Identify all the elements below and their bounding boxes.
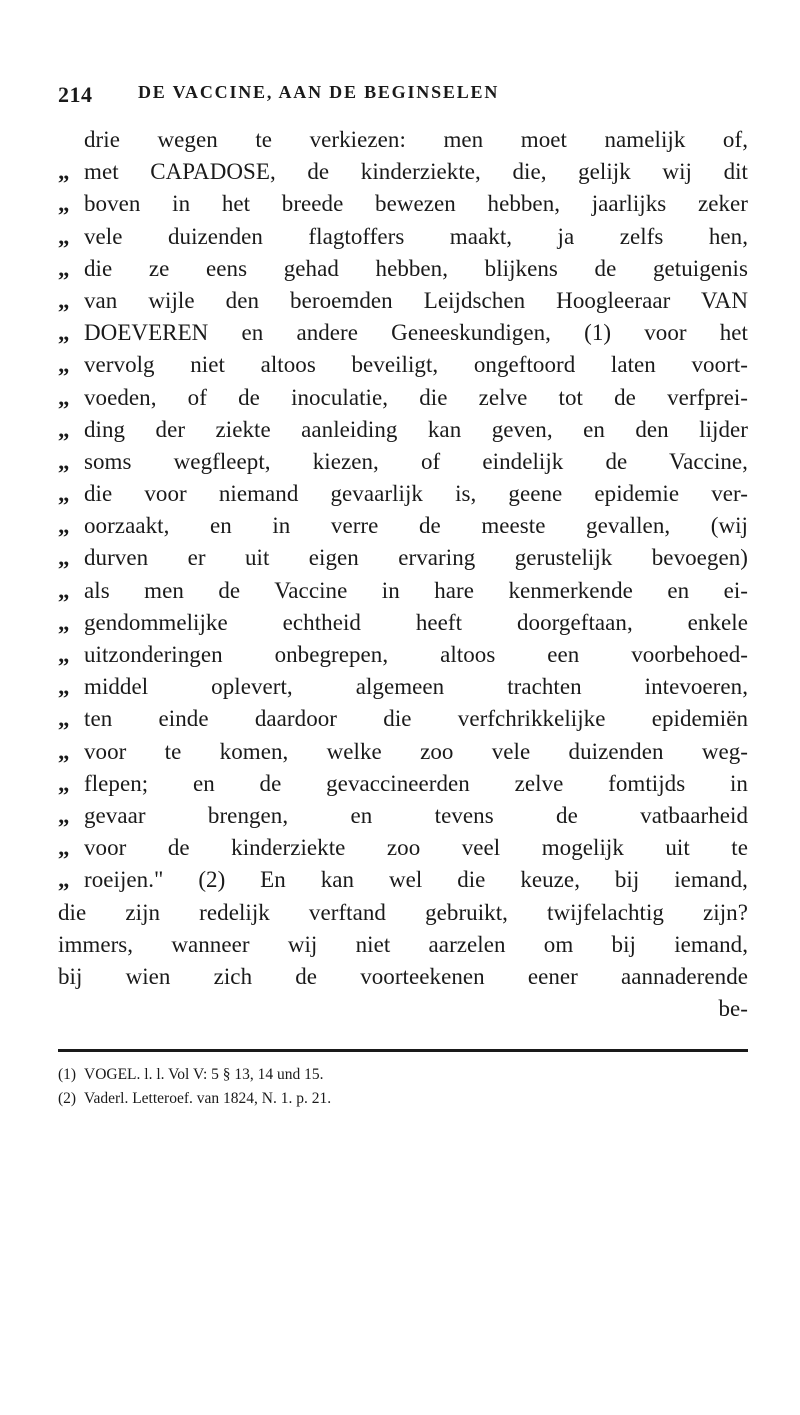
text-line — [58, 349, 748, 381]
quote-mark: „ — [58, 609, 70, 635]
line-text: voeden, of de inoculatie, die zelve tot de verfprei- — [84, 384, 748, 410]
text-line — [58, 317, 748, 349]
text-line — [58, 221, 748, 253]
text-line — [58, 832, 748, 864]
text-line — [58, 188, 748, 220]
text-line — [58, 929, 748, 961]
line-text: boven in het breede bewezen hebben, jaarlijks zeker — [84, 191, 748, 217]
text-line — [58, 864, 748, 896]
quote-mark: „ — [58, 191, 70, 217]
footnote — [58, 1087, 748, 1111]
line-text: roeijen." (2) En kan wel die keuze, bij iemand, — [84, 867, 748, 893]
footnote-rule — [58, 1049, 748, 1052]
line-text: gendommelijke echtheid heeft doorgeftaan, enkele — [84, 609, 748, 635]
quote-mark: „ — [58, 287, 70, 313]
text-line — [58, 414, 748, 446]
footnotes — [58, 1063, 748, 1111]
quote-mark: „ — [58, 320, 70, 346]
body-text — [58, 124, 748, 1025]
line-text: immers, wanneer wij niet aarzelen om bij iemand, — [58, 931, 748, 957]
quote-mark: „ — [58, 352, 70, 378]
text-line — [58, 703, 748, 735]
text-line — [58, 768, 748, 800]
line-text: als men de Vaccine in hare kenmerkende en ei- — [84, 577, 748, 603]
quote-mark: „ — [58, 416, 70, 442]
quote-mark: „ — [58, 738, 70, 764]
line-text: oorzaakt, en in verre de meeste gevallen, (wij — [84, 513, 748, 539]
page-header — [58, 82, 748, 112]
quote-mark: „ — [58, 384, 70, 410]
line-text: ten einde daardoor die verfchrikkelijke epidemiën — [84, 706, 748, 732]
text-line — [58, 607, 748, 639]
quote-mark: „ — [58, 513, 70, 539]
text-line — [58, 382, 748, 414]
quote-mark: „ — [58, 867, 70, 893]
running-head: DE VACCINE, AAN DE BEGINSELEN — [138, 82, 500, 102]
line-text: voor te komen, welke zoo vele duizenden weg- — [84, 738, 748, 764]
quote-mark: „ — [58, 545, 70, 571]
line-text: voor de kinderziekte zoo veel mogelijk uit te — [84, 835, 748, 861]
quote-mark: „ — [58, 223, 70, 249]
footnote-text: VOGEL. l. l. Vol V: 5 § 13, 14 und 15. — [84, 1066, 324, 1083]
quote-mark: „ — [58, 255, 70, 281]
footnote — [58, 1063, 748, 1087]
text-line — [58, 253, 748, 285]
quote-mark: „ — [58, 770, 70, 796]
quote-mark: „ — [58, 674, 70, 700]
line-text: die zijn redelijk verftand gebruikt, twijfelachtig zijn? — [58, 899, 748, 925]
line-text: vele duizenden flagtoffers maakt, ja zelfs hen, — [84, 223, 748, 249]
line-text: durven er uit eigen ervaring gerustelijk bevoegen) — [84, 545, 748, 571]
text-line — [58, 285, 748, 317]
quote-mark: „ — [58, 802, 70, 828]
text-line — [58, 639, 748, 671]
text-line — [58, 671, 748, 703]
text-line — [58, 542, 748, 574]
footnote-text: Vaderl. Letteroef. van 1824, N. 1. p. 21. — [84, 1090, 332, 1107]
text-line — [58, 575, 748, 607]
line-text: flepen; en de gevaccineerden zelve fomtijds in — [84, 770, 748, 796]
text-line — [58, 510, 748, 542]
catchword: be- — [718, 996, 748, 1022]
quote-mark: „ — [58, 448, 70, 474]
footnote-marker: (1) — [58, 1066, 77, 1083]
quote-mark: „ — [58, 706, 70, 732]
text-line — [58, 124, 748, 156]
text-line — [58, 478, 748, 510]
line-text: die voor niemand gevaarlijk is, geene epidemie ver- — [84, 481, 748, 507]
quote-mark: „ — [58, 835, 70, 861]
text-line — [58, 736, 748, 768]
line-text: soms wegfleept, kiezen, of eindelijk de Vaccine, — [84, 448, 748, 474]
quote-mark: „ — [58, 642, 70, 667]
page-number: 214 — [58, 82, 93, 107]
line-text: met CAPADOSE, de kinderziekte, die, gelijk wij dit — [84, 159, 748, 185]
footnote-marker: (2) — [58, 1090, 77, 1107]
text-line — [58, 156, 748, 188]
line-text: vervolg niet altoos beveiligt, ongeftoord laten voort- — [84, 352, 748, 378]
line-text: bij wien zich de voorteekenen eener aannaderende — [58, 963, 748, 989]
text-line — [58, 800, 748, 832]
line-text: die ze eens gehad hebben, blijkens de getuigenis — [84, 255, 748, 281]
text-line — [58, 446, 748, 478]
line-text: DOEVEREN en andere Geneeskundigen, (1) voor het — [84, 320, 748, 346]
line-text: middel oplevert, algemeen trachten intevoeren, — [84, 674, 748, 700]
quote-mark: „ — [58, 577, 70, 603]
quote-mark: „ — [58, 481, 70, 507]
text-line — [58, 961, 748, 993]
line-text: drie wegen te verkiezen: men moet namelijk of, — [84, 127, 748, 152]
quote-mark: „ — [58, 159, 70, 185]
line-text: gevaar brengen, en tevens de vatbaarheid — [84, 802, 748, 828]
text-line — [58, 897, 748, 929]
line-text: van wijle den beroemden Leijdschen Hoogleeraar VAN — [84, 287, 748, 313]
line-text: ding der ziekte aanleiding kan geven, en den lijder — [84, 416, 748, 442]
line-text: uitzonderingen onbegrepen, altoos een voorbehoed- — [84, 642, 748, 667]
